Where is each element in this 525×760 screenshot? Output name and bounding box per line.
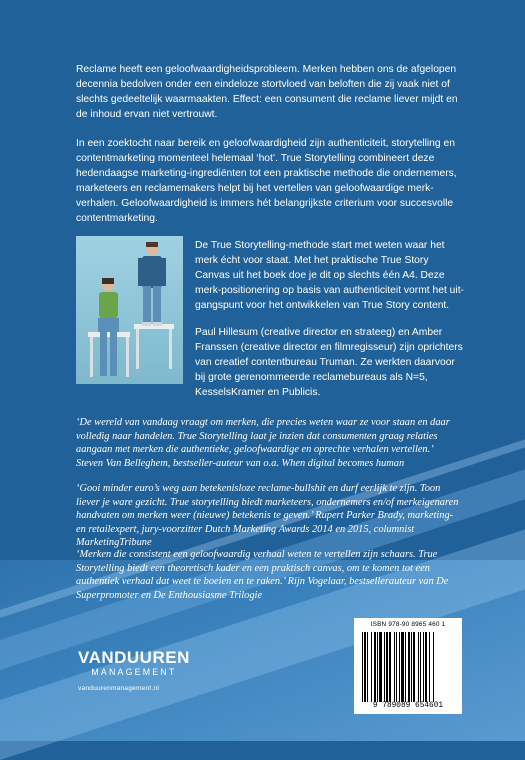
quote-author: Steven Van Belleghem, bestseller-auteur van o.a. When digital becomes human xyxy=(76,457,405,469)
quote-text: ‘Merken die consistent een geloofwaardig verhaal weten te vertellen zijn schaars. True Storytelling biedt een theoretisch kader en een praktisch canvas, om te komen tot een authentiek verhaal dat weet te boeien en te raken.’ xyxy=(76,549,438,588)
publisher-imprint: MANAGEMENT xyxy=(91,667,177,677)
publisher-url: vanduurenmanagement.nl xyxy=(78,685,160,692)
barcode-bar xyxy=(394,632,395,702)
barcode-bar xyxy=(405,632,406,702)
quote-text: ‘De wereld van vandaag vraagt om merken, die precies weten waar ze voor staan en daar volledig naar handelen. True Storytelling laat je inzien dat consumenten graag relaties aangaan met merken die authentieke, geloofwaardige en oprechte verhalen vertellen.’ xyxy=(76,417,450,456)
barcode-bar xyxy=(384,632,385,702)
barcode-bar xyxy=(377,632,378,702)
intro-paragraph-1: Reclame heeft een geloofwaardigheidsprobleem. Merken hebben ons de afgelopen decennia bedolven onder een eindeloze stortvloed van beloften die zij vaak niet of slechts gedeeltelijk waarmaakten. Effect: een consument die reclame liever mijdt en de inhoud ervan niet vertrouwt. xyxy=(76,64,458,120)
barcode-bar xyxy=(374,632,376,702)
barcode-bar xyxy=(379,632,382,702)
barcode-digits: 9 789089 654601 xyxy=(372,702,444,710)
barcode-bar xyxy=(401,632,404,702)
isbn-label: ISBN 978-90 8965 460 1 xyxy=(370,621,446,628)
barcode-bar xyxy=(408,632,410,702)
barcode-bar xyxy=(389,632,391,702)
barcode-bar xyxy=(362,632,363,702)
intro-paragraph-2: In een zoektocht naar bereik en geloofwaardigheid zijn authenticiteit, storytelling en contentmarketing momenteel helemaal ‘hot’. True Storytelling combineert deze hedendaagse marketing-ingrediënten tot een praktische methode die ondernemers, marketeers en reclamemakers helpt bij het vertellen van geloofwaardige merk-verhalen. Geloofwaardigheid is immers hét belangrijkste criterium voor succesvolle contentmarketing. xyxy=(76,138,457,224)
publisher-name: VANDUUREN xyxy=(78,648,190,667)
quote-author: Rijn Vogelaar, bestsellerauteur van De Superpromoter en De Enthousiasme Trilogie xyxy=(76,576,449,601)
quote-text: ‘Gooi minder euro’s weg aan betekenisloze reclame-bullshit en durf eerlijk te zijn. Toon liever je ware gezicht. True storytelling biedt marketeers, ondernemers en/of merkeigenaren handvaten om merken weer (nieuwe) betekenis te geven.’ xyxy=(76,483,459,522)
barcode-bar xyxy=(367,632,368,702)
author-photo-illustration xyxy=(76,236,183,384)
barcode-bar xyxy=(399,632,400,702)
isbn-barcode xyxy=(354,618,462,714)
barcode-bar xyxy=(411,632,412,702)
barcode-bar xyxy=(433,632,434,702)
barcode-bar xyxy=(418,632,419,702)
barcode-bar xyxy=(396,632,397,702)
publisher-logo xyxy=(78,648,190,692)
quote-author: Rupert Parker Brady, marketing- en retailexpert, jury-voorzitter Dutch Marketing Awards 2014 en 2015, columnist MarketingTribune xyxy=(76,510,454,549)
barcode-bars xyxy=(362,632,454,702)
barcode-bar xyxy=(423,632,424,702)
barcode-bar xyxy=(425,632,427,702)
barcode-bar xyxy=(386,632,388,702)
barcode-bar xyxy=(371,632,372,702)
review-quote-3 xyxy=(76,548,461,602)
review-quote-2 xyxy=(76,482,461,550)
author-photo xyxy=(76,236,183,384)
review-quote-1 xyxy=(76,416,461,470)
method-paragraph: De True Storytelling-methode start met weten waar het merk écht voor staat. Met het praktische True Story Canvas uit het boek doe je dit op slechts één A4. Deze merk-positionering op basis van authenticiteit vormt het uit-gangspunt voor het ontwikkelen van True Story content. xyxy=(195,240,464,311)
barcode-bar xyxy=(429,632,430,702)
authors-paragraph: Paul Hillesum (creative director en strateeg) en Amber Franssen (creative director en filmregisseur) zijn oprichters van creatief contentbureau Truman. Ze werkten daarvoor bij grote gerenommeerde reclamebureaus als N=5, KesselsKramer en Publicis. xyxy=(195,327,463,398)
barcode-bar xyxy=(413,632,415,702)
barcode-bar xyxy=(420,632,421,702)
barcode-bar xyxy=(364,632,366,702)
